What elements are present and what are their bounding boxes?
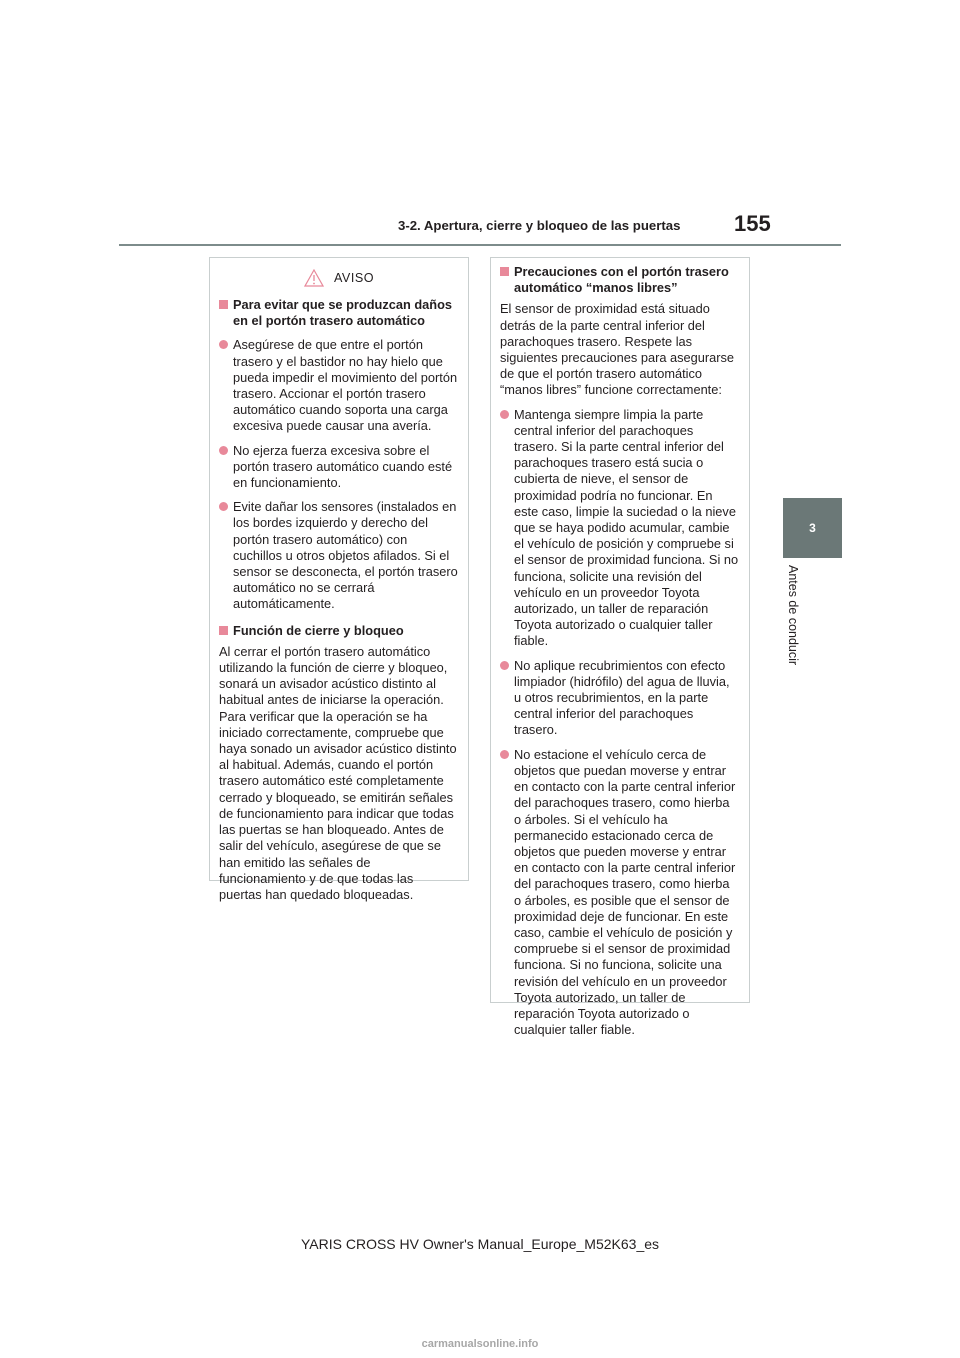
list-item-text: No estacione el vehículo cerca de objetos que puedan moverse y entrar en contacto con la parte central inferior del parachoques trasero, como hierba o árboles. Si el vehículo ha permanecido estacionado cerca de objetos que pueden moverse y entrar en contacto con la parte central inferior del parachoques trasero, como hierba o árboles, es posible que el sensor de proximidad deje de funcionar. En este caso, cambie el vehículo de posición y compruebe si el sensor de proximidad funciona. Si no funciona, solicite una revisión del vehículo en un proveedor Toyota autorizado, un taller de reparación Toyota autorizado o cualquier taller fiable.: [514, 746, 736, 1038]
page-number: 155: [734, 211, 771, 236]
warning-label: AVISO: [333, 270, 375, 285]
section-heading-text: Para evitar que se produzcan daños en el portón trasero automático: [233, 297, 453, 329]
round-bullet-icon: [219, 340, 228, 349]
square-bullet-icon: [500, 267, 509, 276]
section-paragraph: Al cerrar el portón trasero automático utilizando la función de cierre y bloqueo, sonará un avisador acústico distinto al habitual antes de iniciarse la operación. Para verificar que la operación se ha iniciado correctamente, compruebe que haya sonado un avisador acústico distinto al habitual. Además, cuando el portón trasero automático esté completamente cerrado y bloqueado, se emitirán señales de funcionamiento para indicar que todas las puertas se han bloqueado. Antes de salir del vehículo, asegúrese de que se han emitido las señales de funcionamiento y de que todas las puertas han quedado bloqueadas.: [219, 643, 457, 902]
section-paragraph: El sensor de proximidad está situado detrás de la parte central inferior del parachoques trasero. Respete las siguientes precauciones para asegurarse de que el portón trasero automático “manos libres” funcione correctamente:: [500, 301, 735, 398]
section-heading-text: Precauciones con el portón trasero automático “manos libres”: [514, 264, 729, 296]
chapter-label: Antes de conducir: [786, 565, 800, 666]
list-item-text: No ejerza fuerza excesiva sobre el portón trasero automático cuando esté en funcionamiento.: [233, 442, 453, 491]
section-heading-text: Función de cierre y bloqueo: [233, 622, 404, 638]
list-item: [219, 443, 459, 492]
section-heading-lock: [219, 623, 459, 639]
chapter-tab: [783, 498, 842, 558]
round-bullet-icon: [500, 661, 509, 670]
chapter-number: 3: [809, 521, 816, 535]
precautions-box: [490, 257, 750, 1038]
list-item-text: No aplique recubrimientos con efecto limpiador (hidrófilo) del agua de lluvia, u otros recubrimientos, en la parte central inferior del parachoques trasero.: [514, 657, 730, 738]
round-bullet-icon: [500, 750, 509, 759]
list-item-text: Mantenga siempre limpia la parte central inferior del parachoques trasero. Si la parte central inferior del parachoques trasero está sucia o cubierta de nieve, el sensor de proximidad podría no funcionar. En este caso, limpie la suciedad o la nieve que se haya podido acumular, cambie el vehículo de posición y compruebe si el sensor de proximidad funciona. Si no funciona, solicite una revisión del vehículo en un proveedor Toyota autorizado, un taller de reparación Toyota autorizado o cualquier taller fiable.: [514, 406, 739, 649]
round-bullet-icon: [219, 446, 228, 455]
footer-manual-name: YARIS CROSS HV Owner's Manual_Europe_M52K63_es: [300, 1236, 660, 1252]
warning-triangle-icon: [304, 269, 324, 287]
watermark: carmanualsonline.info: [421, 1338, 539, 1350]
warning-header: [219, 265, 459, 291]
list-item: [500, 407, 740, 650]
list-item-text: Evite dañar los sensores (instalados en los bordes izquierdo y derecho del portón trasero automático) con cuchillos u otros objetos afilados. Si el sensor se desconecta, el portón trasero automático no se cerrará automáticamente.: [233, 499, 458, 612]
round-bullet-icon: [219, 502, 228, 511]
section-title: 3-2. Apertura, cierre y bloqueo de las puertas: [398, 218, 681, 233]
list-item: [500, 747, 740, 1039]
list-item: [219, 499, 459, 612]
list-item-text: Asegúrese de que entre el portón trasero y el bastidor no hay hielo que pueda impedir el movimiento del portón trasero. Accionar el portón trasero automático cuando soporta una carga excesiva puede causar una avería.: [233, 337, 458, 434]
square-bullet-icon: [219, 300, 228, 309]
square-bullet-icon: [219, 626, 228, 635]
list-item: [500, 658, 740, 739]
list-item: [219, 337, 459, 434]
section-heading-handsfree: [500, 264, 740, 296]
section-heading-damage: [219, 297, 459, 329]
header-divider: [119, 244, 841, 246]
round-bullet-icon: [500, 410, 509, 419]
warning-box: [209, 257, 469, 902]
